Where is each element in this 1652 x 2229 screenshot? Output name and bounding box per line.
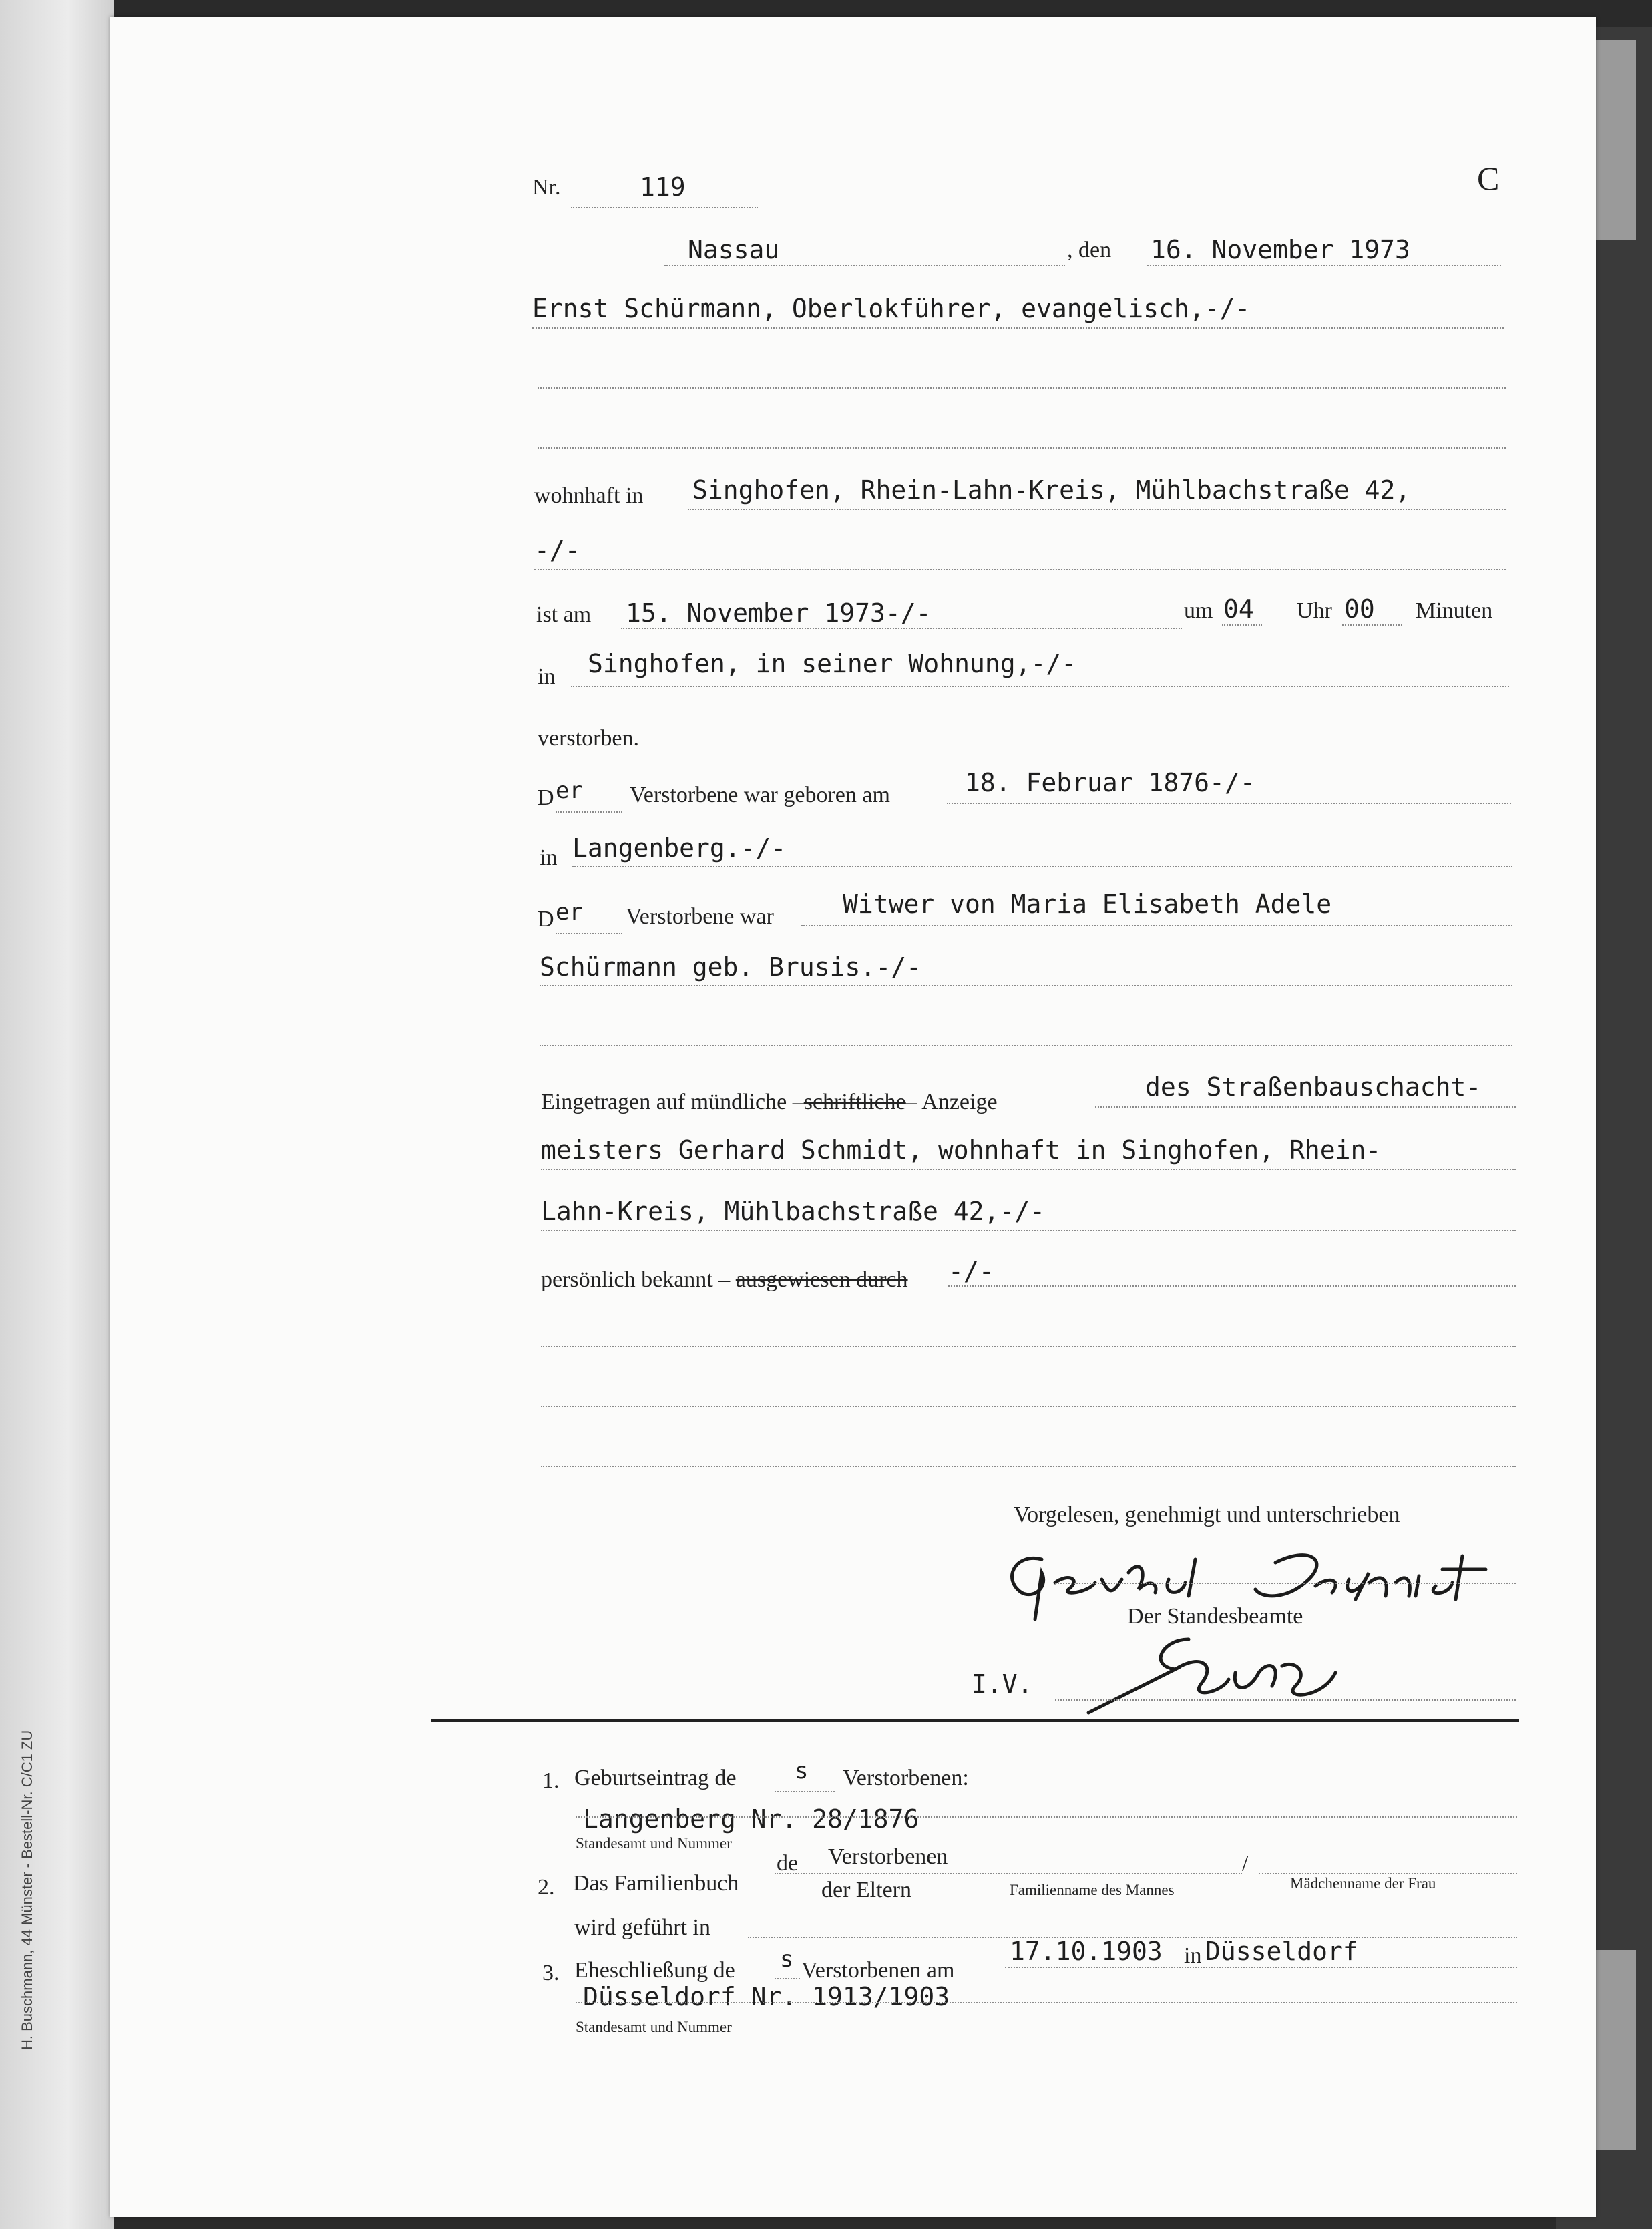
printer-note: H. Buschmann, 44 Münster - Bestell-Nr. C/C1 ZU: [19, 1730, 35, 2050]
residence-underline-1: [688, 509, 1506, 510]
death-date-underline: [621, 628, 1182, 629]
birth-place-underline: [572, 866, 1512, 867]
footnote-1-fill-underline: [775, 1791, 835, 1792]
marital-underline-1: [801, 925, 1512, 926]
footnote-1-value: Langenberg Nr. 28/1876: [583, 1804, 919, 1834]
death-in-label: in: [538, 664, 556, 689]
report-underline-1: [1095, 1106, 1516, 1108]
footnote-3-in: in: [1184, 1943, 1202, 1968]
den-label: , den: [1067, 238, 1112, 262]
birth-label: Verstorbene war geboren am: [630, 783, 890, 807]
marital-label: Verstorbene war: [626, 904, 774, 929]
blank-line-3: [540, 1045, 1512, 1046]
read-approved-label: Vorgelesen, genehmigt und unterschrieben: [1014, 1502, 1400, 1527]
footnote-3-label: Eheschließung de: [574, 1958, 735, 1983]
nr-underline: [571, 207, 758, 208]
footnote-1-label-2: Verstorbenen:: [843, 1766, 969, 1790]
death-place: Singhofen, in seiner Wohnung,-/-: [588, 649, 1077, 678]
footnote-3-fill-underline: [775, 1978, 800, 1979]
death-date: 15. November 1973-/-: [626, 598, 932, 628]
marital-line-2: Schürmann geb. Brusis.-/-: [540, 952, 921, 982]
nr-label: Nr.: [532, 175, 561, 200]
footnote-1-underline: [576, 1816, 1517, 1818]
residence-underline-2: [534, 569, 1506, 570]
blank-line-4: [541, 1346, 1516, 1347]
registrar-label: Der Standesbeamte: [1127, 1604, 1303, 1629]
marital-underline-2: [540, 985, 1512, 986]
birth-place: Langenberg.-/-: [572, 833, 787, 863]
report-label-end: – Anzeige: [905, 1090, 998, 1114]
birth-date-underline: [947, 803, 1511, 804]
footnote-3-caption: Standesamt und Nummer: [576, 2019, 732, 2035]
um-label: um: [1184, 598, 1213, 623]
death-hour: 04: [1223, 594, 1254, 624]
report-underline-2: [541, 1169, 1516, 1170]
uhr-label: Uhr: [1297, 598, 1332, 623]
footnote-1-number: 1.: [542, 1768, 560, 1793]
blank-line-2: [538, 447, 1506, 449]
footnote-3-fill: s: [780, 1946, 794, 1973]
iv-label: I.V.: [972, 1669, 1033, 1699]
footnote-2-option-deceased: Verstorbenen: [828, 1844, 948, 1869]
marital-der-underline: [556, 933, 622, 934]
nr-value: 119: [640, 172, 686, 202]
report-line-1: des Straßenbauschacht-: [1145, 1072, 1482, 1102]
footnote-3-number: 3.: [542, 1961, 560, 1985]
footnote-2-slash: /: [1242, 1851, 1249, 1876]
footnote-1-label: Geburtseintrag de: [574, 1766, 737, 1790]
birth-date: 18. Februar 1876-/-: [965, 768, 1255, 797]
footnote-2-caption-wife: Mädchenname der Frau: [1290, 1875, 1436, 1892]
verstorben-label: verstorben.: [538, 726, 640, 751]
report-label: [541, 1090, 998, 1115]
residence-label: wohnhaft in: [534, 483, 644, 508]
report-label-struck: schriftliche: [803, 1090, 906, 1114]
marital-line-1: Witwer von Maria Elisabeth Adele: [843, 889, 1332, 919]
footnote-1-fill: s: [795, 1758, 809, 1784]
footnote-3-date: 17.10.1903: [1010, 1937, 1163, 1966]
death-minute: 00: [1344, 594, 1375, 624]
registrar-signature-line: [1055, 1699, 1516, 1701]
marital-der-prefix: D: [538, 907, 554, 932]
informant-signature-line: [1055, 1583, 1516, 1584]
footnote-3-value: Düsseldorf Nr. 1913/1903: [583, 1982, 950, 2011]
footnote-3-underline-2: [576, 2002, 1517, 2003]
report-label-start: Eingetragen auf mündliche –: [541, 1090, 804, 1114]
report-line-2: meisters Gerhard Schmidt, wohnhaft in Singhofen, Rhein-: [541, 1135, 1382, 1165]
ist-am-label: ist am: [536, 602, 592, 627]
footnote-2-de: de: [777, 1851, 799, 1876]
footnote-2-label: Das Familienbuch: [573, 1871, 739, 1896]
footnote-1-caption: Standesamt und Nummer: [576, 1835, 732, 1852]
footnote-2-caption-husband: Familienname des Mannes: [1010, 1882, 1175, 1898]
known-label-struck: ausgewiesen durch: [735, 1267, 908, 1292]
birth-der-fill: er: [556, 777, 583, 804]
registration-date: 16. November 1973: [1151, 235, 1410, 264]
residence-line-1: Singhofen, Rhein-Lahn-Kreis, Mühlbachstraße 42,: [692, 475, 1411, 505]
known-underline: [948, 1285, 1516, 1287]
footnote-3-underline: [1005, 1967, 1517, 1968]
death-place-underline: [571, 686, 1509, 687]
minute-underline: [1342, 624, 1402, 626]
known-label: [541, 1267, 908, 1293]
deceased-identity: Ernst Schürmann, Oberlokführer, evangelisch,-/-: [532, 294, 1251, 323]
place-underline: [664, 265, 1065, 266]
footnote-2-label-2: wird geführt in: [574, 1915, 710, 1940]
blank-line-6: [541, 1466, 1516, 1467]
place-value: Nassau: [688, 235, 780, 264]
residence-line-2: -/-: [534, 536, 580, 565]
identity-underline: [532, 327, 1504, 329]
footnote-2-option-parents: der Eltern: [821, 1878, 911, 1902]
marital-der-fill: er: [556, 899, 583, 926]
footnote-2-number: 2.: [538, 1875, 555, 1900]
report-underline-3: [541, 1230, 1516, 1231]
section-separator: [431, 1719, 1519, 1722]
minuten-label: Minuten: [1416, 598, 1493, 623]
known-fill: -/-: [948, 1257, 994, 1286]
footnote-3-place: Düsseldorf: [1205, 1937, 1358, 1966]
birth-der-underline: [556, 811, 622, 813]
birth-in-label: in: [540, 845, 558, 870]
footnote-3-label-2: Verstorbenen am: [801, 1958, 955, 1983]
registrar-signature: [1068, 1626, 1349, 1726]
footnote-2-underline-wife: [1259, 1873, 1517, 1874]
blank-line-5: [541, 1406, 1516, 1407]
date-underline: [1147, 265, 1501, 266]
book-left-page: [0, 0, 114, 2229]
report-line-3: Lahn-Kreis, Mühlbachstraße 42,-/-: [541, 1197, 1045, 1226]
hour-underline: [1222, 624, 1262, 626]
register-letter: C: [1477, 160, 1500, 197]
known-label-text: persönlich bekannt –: [541, 1267, 731, 1292]
blank-line-1: [538, 387, 1506, 389]
footnote-2-underline-husband: [775, 1873, 1242, 1874]
birth-der-prefix: D: [538, 785, 554, 810]
